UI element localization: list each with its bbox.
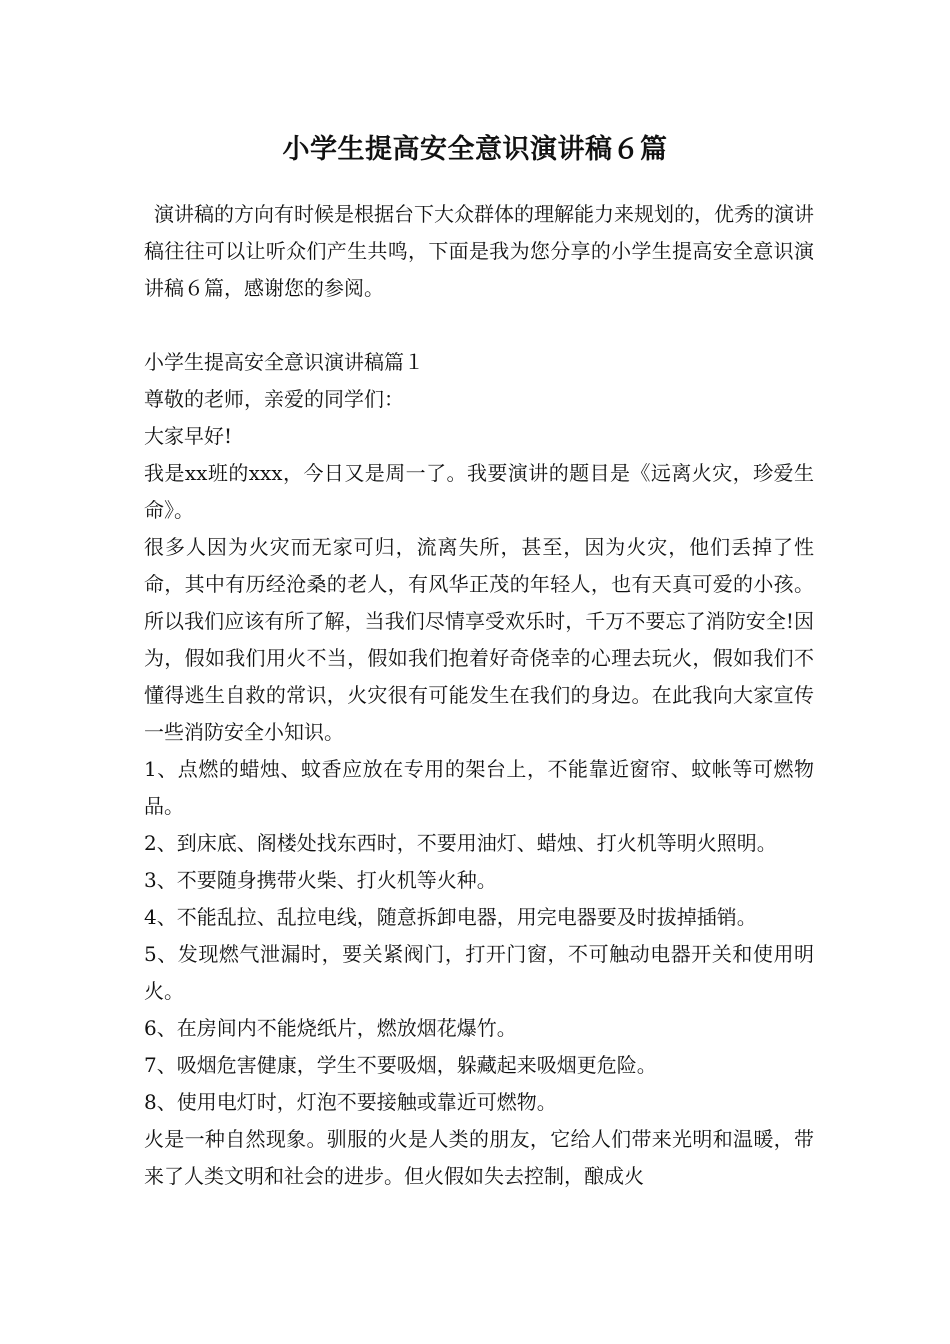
- document-title: 小学生提高安全意识演讲稿６篇: [282, 134, 668, 165]
- list-item: 3、不要随身携带火柴、打火机等火种。: [144, 868, 497, 892]
- list-item: 8、使用电灯时，灯泡不要接触或靠近可燃物。: [144, 1090, 557, 1114]
- list-item: 7、吸烟危害健康，学生不要吸烟，躲藏起来吸烟更危险。: [144, 1053, 657, 1077]
- salutation: 尊敬的老师，亲爱的同学们：: [144, 387, 404, 411]
- list-item: 2、到床底、阁楼处找东西时，不要用油灯、蜡烛、打火机等明火照明。: [144, 831, 777, 855]
- list-item: 1、点燃的蜡烛、蚊香应放在专用的架台上，不能靠近窗帘、蚊帐等可燃物品。: [144, 757, 814, 818]
- paragraph-gap: [144, 307, 814, 344]
- body-paragraph: 很多人因为火灾而无家可归，流离失所，甚至，因为火灾，他们丢掉了性命，其中有历经沧桑的老人，有风华正茂的年轻人，也有天真可爱的小孩。所以我们应该有所了解，当我们尽情享受欢乐时，千万不要忘了消防安全!因为，假如我们用火不当，假如我们抱着好奇侥幸的心理去玩火，假如我们不懂得逃生自救的常识，火灾很有可能发生在我们的身边。在此我向大家宣传一些消防安全小知识。: [144, 535, 814, 744]
- body-paragraph: 火是一种自然现象。驯服的火是人类的朋友，它给人们带来光明和温暖，带来了人类文明和社会的进步。但火假如失去控制，酿成火: [144, 1127, 814, 1188]
- list-item: 6、在房间内不能烧纸片，燃放烟花爆竹。: [144, 1016, 517, 1040]
- list-item: 5、发现燃气泄漏时，要关紧阀门，打开门窗，不可触动电器开关和使用明火。: [144, 942, 814, 1003]
- intro-paragraph: 演讲稿的方向有时候是根据台下大众群体的理解能力来规划的，优秀的演讲稿往往可以让听众们产生共鸣，下面是我为您分享的小学生提高安全意识演讲稿６篇，感谢您的参阅。: [144, 202, 814, 300]
- greeting: 大家早好!: [144, 424, 233, 448]
- list-item: 4、不能乱拉、乱拉电线，随意拆卸电器，用完电器要及时拔掉插销。: [144, 905, 757, 929]
- section-heading: 小学生提高安全意识演讲稿篇１: [144, 350, 424, 374]
- document-body: [144, 196, 814, 1195]
- speech-intro: 我是xx班的xxx，今日又是周一了。我要演讲的题目是《远离火灾，珍爱生命》。: [144, 461, 814, 522]
